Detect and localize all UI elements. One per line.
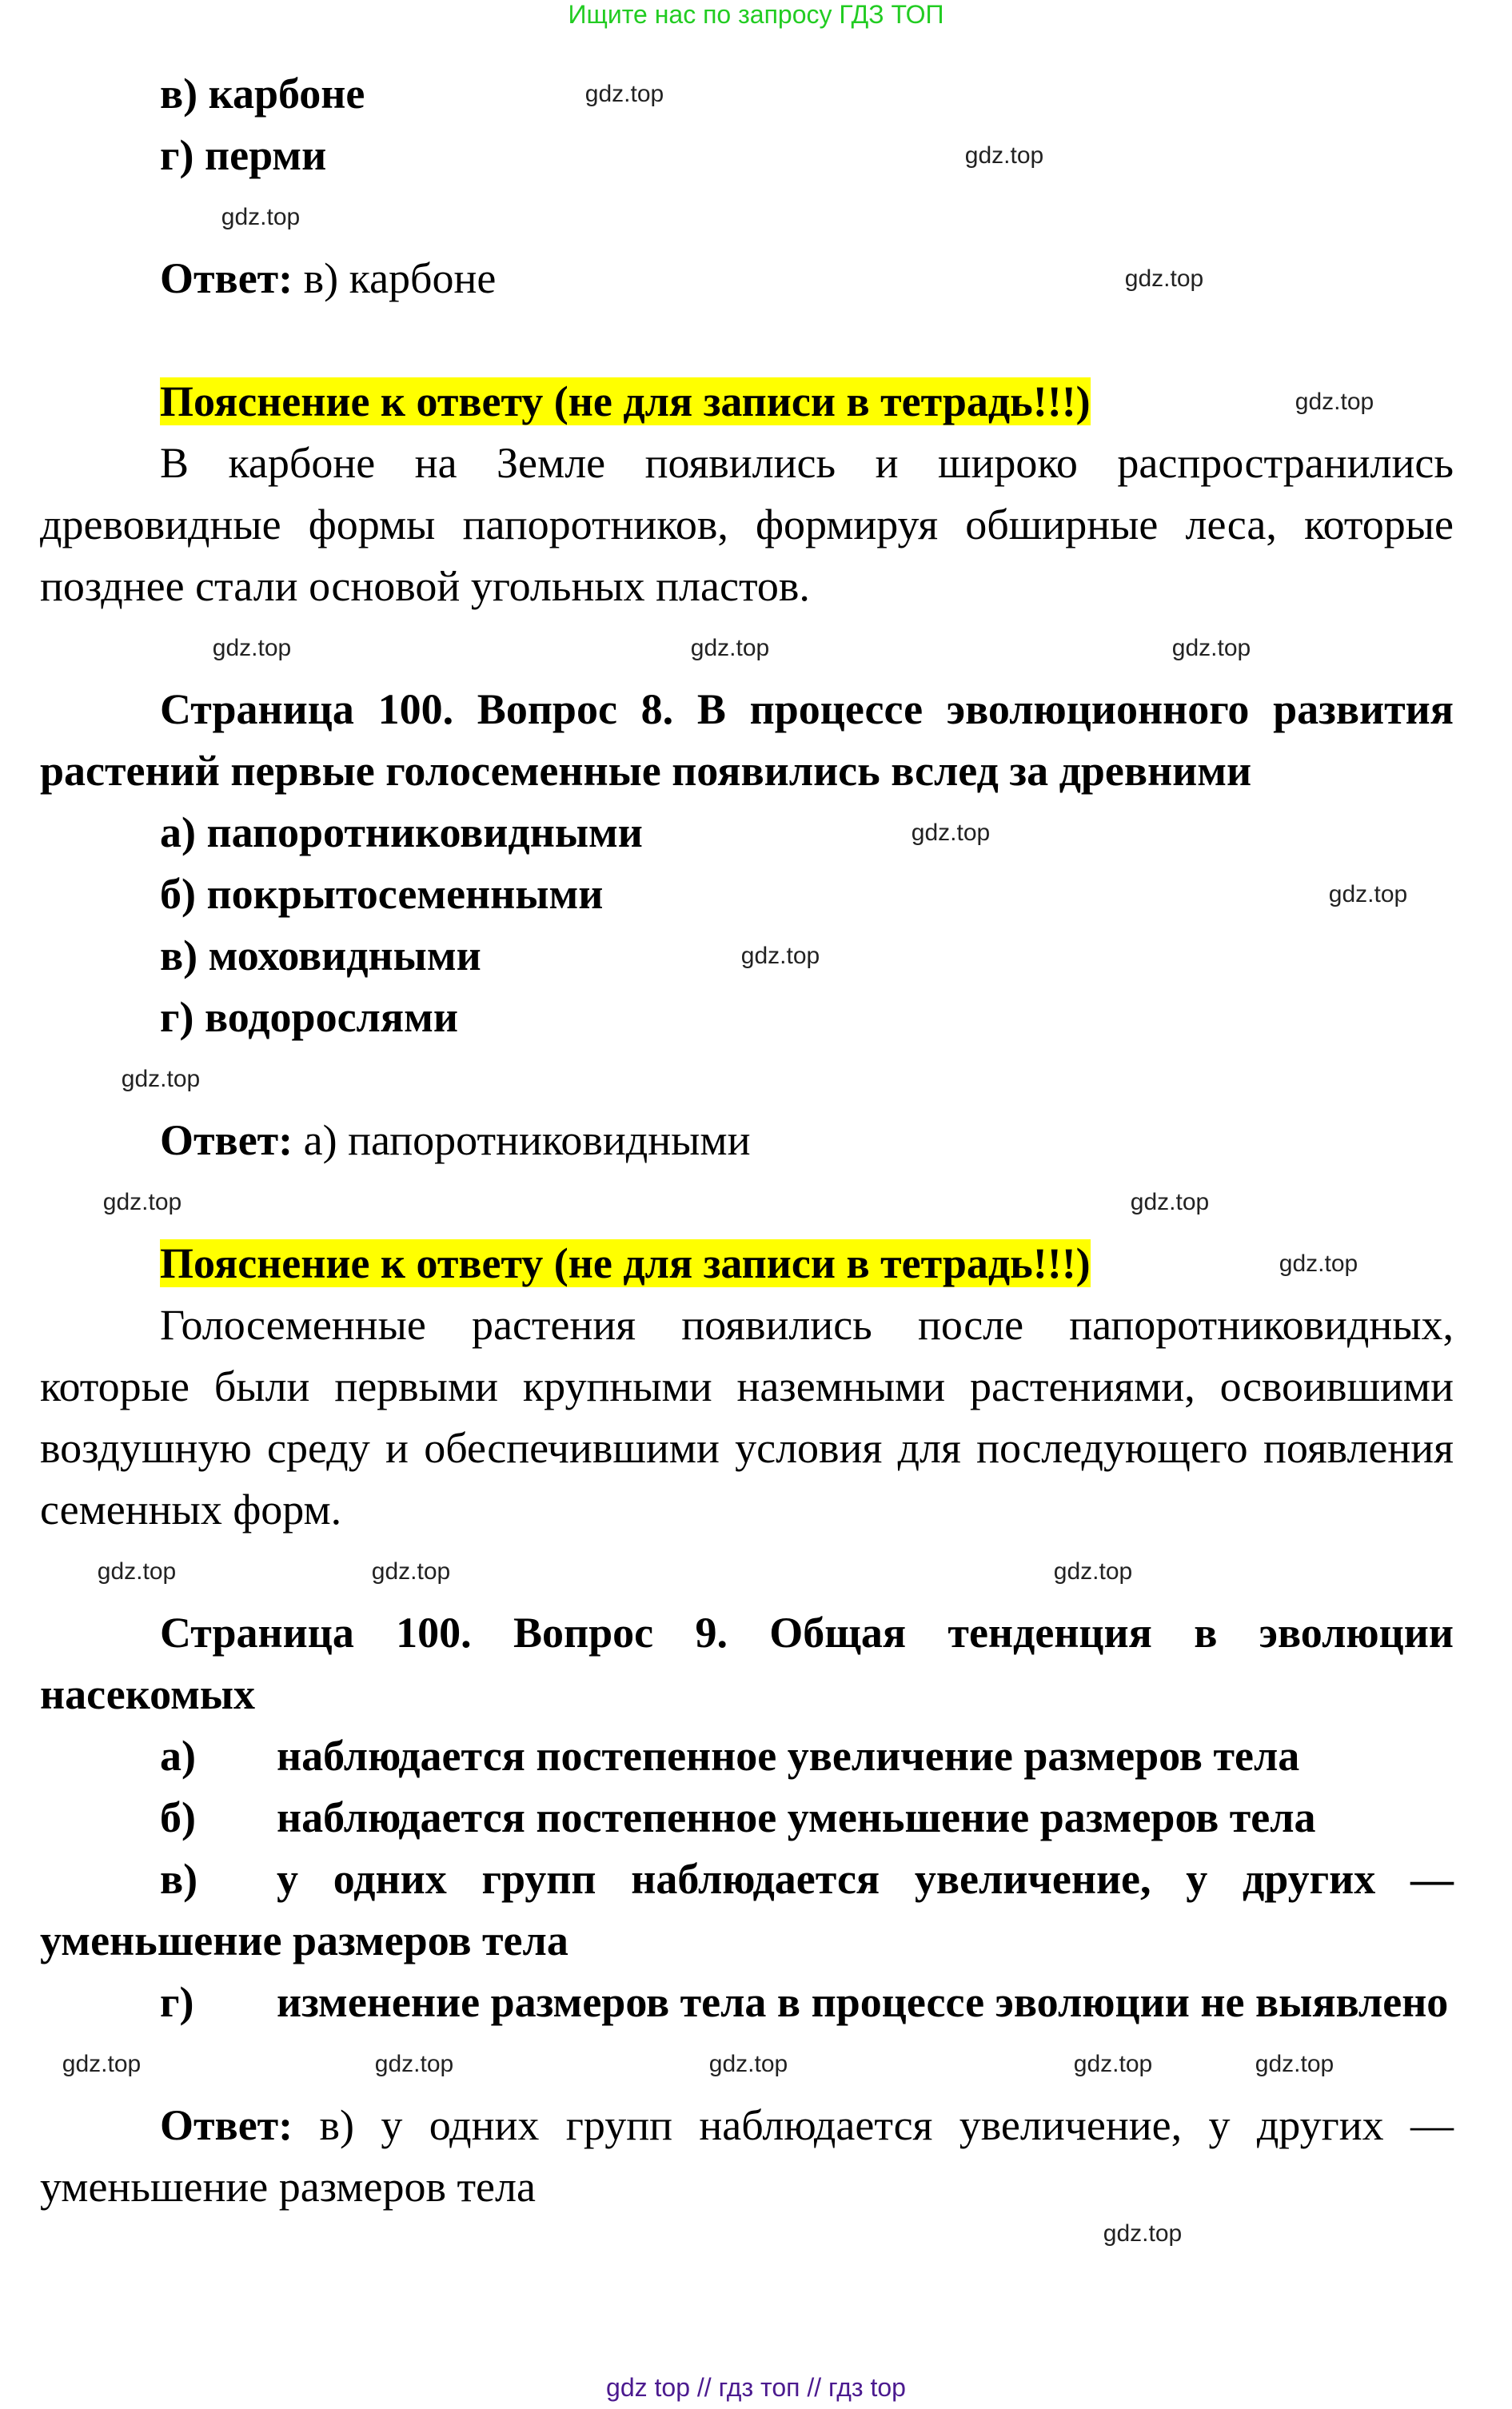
watermark: gdz.top	[1171, 634, 1251, 661]
option-text: в) моховидными	[160, 931, 481, 979]
option-text: в) карбоне	[160, 70, 365, 118]
watermark: gdz.top	[212, 634, 292, 661]
spacer	[40, 2218, 1454, 2250]
watermark: gdz.top	[374, 2050, 454, 2077]
option-text: изменение размеров тела в процессе эволюции не выявлено	[277, 1978, 1449, 2026]
answer-q9	[40, 2095, 1454, 2218]
option-g	[40, 125, 1454, 186]
option-text: б) покрытосеменными	[160, 870, 604, 918]
answer-q7	[40, 248, 1454, 309]
watermark: gdz.top	[102, 1188, 182, 1215]
watermark: gdz.top	[1255, 2050, 1334, 2077]
answer-text: в) у одних групп наблюдается увеличение, у других — уменьшение размеров тела	[40, 2101, 1454, 2211]
watermark: gdz.top	[121, 1065, 201, 1092]
q9-option-a	[40, 1725, 1454, 1787]
spacer	[40, 1541, 1454, 1602]
q8-option-b	[40, 863, 1454, 925]
watermark: gdz.top	[1124, 265, 1204, 292]
watermark: gdz.top	[708, 2050, 788, 2077]
watermark: gdz.top	[1328, 880, 1408, 907]
answer-text: а) папоротниковидными	[293, 1116, 751, 1164]
question-8-title: Страница 100. Вопрос 8. В процессе эволюционного развития растений первые голосеменные появились вслед за древними	[40, 685, 1454, 795]
watermark: gdz.top	[97, 1557, 177, 1585]
watermark: gdz.top	[1130, 1188, 1210, 1215]
explanation-title: Пояснение к ответу (не для записи в тетрадь!!!)	[160, 1239, 1091, 1287]
watermark: gdz.top	[740, 942, 820, 969]
watermark: gdz.top	[584, 80, 664, 107]
explanation-q8: Голосеменные растения появились после папоротниковидных, которые были первыми крупными наземными растениями, освоившими воздушную среду и обеспечившими условия для последующего появления семенных форм.	[40, 1301, 1454, 1534]
q8-option-a	[40, 802, 1454, 863]
option-text: у одних групп наблюдается увеличение, у других — уменьшение размеров тела	[40, 1855, 1454, 1964]
watermark: gdz.top	[221, 203, 301, 230]
spacer	[40, 186, 1454, 248]
spacer	[40, 2033, 1454, 2095]
explanation-title: Пояснение к ответу (не для записи в тетрадь!!!)	[160, 377, 1091, 425]
watermark: gdz.top	[911, 819, 991, 846]
option-text: г) водорослями	[160, 993, 458, 1041]
watermark: gdz.top	[62, 2050, 142, 2077]
option-v	[40, 63, 1454, 125]
spacer	[40, 617, 1454, 679]
option-letter: в)	[160, 1855, 198, 1903]
spacer	[40, 1171, 1454, 1233]
watermark: gdz.top	[1053, 1557, 1133, 1585]
q9-option-b	[40, 1787, 1454, 1849]
option-text: наблюдается постепенное уменьшение размеров тела	[277, 1793, 1316, 1841]
q8-option-g	[40, 987, 1454, 1048]
explanation-title-q7	[40, 371, 1454, 433]
option-letter: г)	[160, 1978, 194, 2026]
answer-label: Ответ:	[160, 254, 293, 302]
watermark: gdz.top	[1295, 388, 1374, 415]
answer-label: Ответ:	[160, 2101, 293, 2149]
q9-option-v	[40, 1849, 1454, 1972]
question-9-title: Страница 100. Вопрос 9. Общая тенденция в эволюции насекомых	[40, 1609, 1454, 1718]
q8-option-v	[40, 925, 1454, 987]
spacer	[40, 309, 1454, 371]
watermark: gdz.top	[964, 142, 1044, 169]
option-text: наблюдается постепенное увеличение размеров тела	[277, 1732, 1300, 1780]
option-text: а) папоротниковидными	[160, 808, 643, 856]
watermark: gdz.top	[690, 634, 770, 661]
q9-option-g	[40, 1972, 1454, 2033]
option-letter: б)	[160, 1793, 196, 1841]
watermark: gdz.top	[1073, 2050, 1153, 2077]
footer-links: gdz top // гдз топ // гдз top	[606, 2373, 906, 2402]
watermark: gdz.top	[1103, 2220, 1183, 2247]
answer-text: в) карбоне	[293, 254, 497, 302]
document-body	[40, 63, 1454, 2250]
explanation-title-q8	[40, 1233, 1454, 1294]
answer-q8	[40, 1110, 1454, 1171]
option-text: г) перми	[160, 131, 327, 179]
spacer	[40, 1048, 1454, 1110]
search-banner: Ищите нас по запросу ГДЗ ТОП	[568, 0, 944, 29]
option-letter: а)	[160, 1732, 196, 1780]
answer-label: Ответ:	[160, 1116, 293, 1164]
watermark: gdz.top	[1279, 1250, 1358, 1277]
watermark: gdz.top	[371, 1557, 451, 1585]
explanation-q7: В карбоне на Земле появились и широко распространились древовидные формы папоротников, формируя обширные леса, которые позднее стали основой угольных пластов.	[40, 439, 1454, 610]
